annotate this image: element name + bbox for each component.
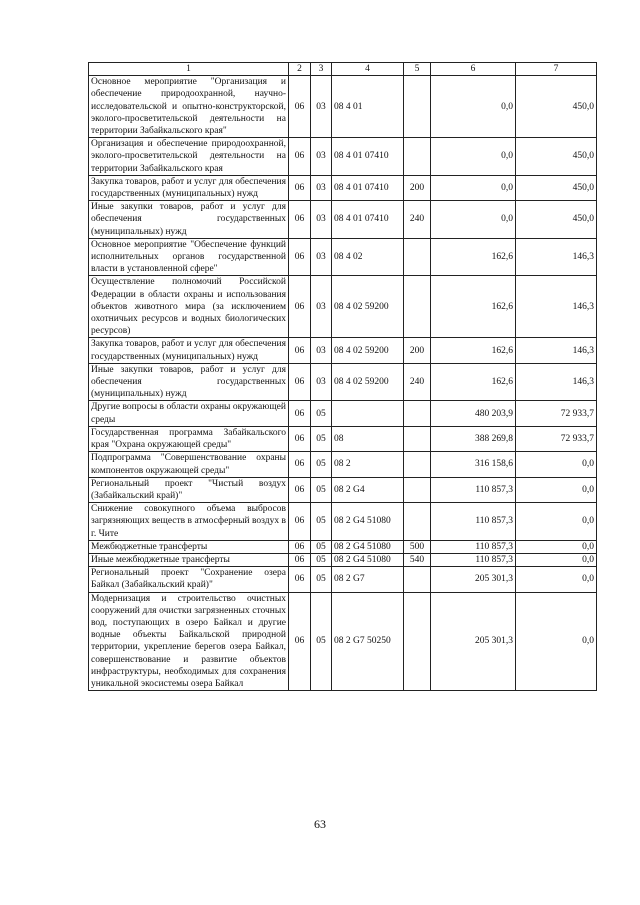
amount-year-2: 72 933,7 bbox=[516, 401, 597, 426]
target-article-code: 08 2 G7 50250 bbox=[332, 592, 404, 691]
target-article-code: 08 4 01 07410 bbox=[332, 138, 404, 176]
subsection-code: 05 bbox=[311, 567, 332, 592]
amount-year-2: 0,0 bbox=[516, 567, 597, 592]
row-description: Подпрограмма "Совершенствование охраны компонентов окружающей среды" bbox=[89, 452, 289, 477]
subsection-code: 03 bbox=[311, 363, 332, 401]
subsection-code: 03 bbox=[311, 201, 332, 239]
target-article-code: 08 2 bbox=[332, 452, 404, 477]
row-description: Организация и обеспечение природоохранной, эколого-просветительской деятельности на территории Забайкальского края bbox=[89, 138, 289, 176]
budget-table bbox=[88, 62, 597, 691]
expense-type-code bbox=[404, 401, 431, 426]
target-article-code: 08 bbox=[332, 426, 404, 451]
amount-year-2: 450,0 bbox=[516, 76, 597, 138]
table-row bbox=[89, 553, 597, 566]
expense-type-code bbox=[404, 503, 431, 541]
amount-year-2: 450,0 bbox=[516, 138, 597, 176]
target-article-code: 08 2 G4 51080 bbox=[332, 503, 404, 541]
subsection-code: 05 bbox=[311, 452, 332, 477]
header-row bbox=[89, 63, 597, 76]
amount-year-2: 0,0 bbox=[516, 592, 597, 691]
table-row bbox=[89, 363, 597, 401]
section-code: 06 bbox=[289, 363, 311, 401]
section-code: 06 bbox=[289, 238, 311, 276]
row-description: Основное мероприятие "Обеспечение функций исполнительных органов государственной власти в установленной сфере" bbox=[89, 238, 289, 276]
expense-type-code bbox=[404, 567, 431, 592]
table-row bbox=[89, 540, 597, 553]
row-description: Закупка товаров, работ и услуг для обеспечения государственных (муниципальных) нужд bbox=[89, 175, 289, 200]
row-description: Основное мероприятие "Организация и обеспечение природоохранной, научно-исследовательской и опытно-конструкторской, эколого-просветительской деятельности на территории Забайкальского края" bbox=[89, 76, 289, 138]
row-description: Другие вопросы в области охраны окружающей среды bbox=[89, 401, 289, 426]
subsection-code: 03 bbox=[311, 338, 332, 363]
subsection-code: 03 bbox=[311, 138, 332, 176]
col-header-1: 1 bbox=[89, 63, 289, 76]
amount-year-2: 146,3 bbox=[516, 276, 597, 338]
target-article-code: 08 4 02 bbox=[332, 238, 404, 276]
expense-type-code bbox=[404, 477, 431, 502]
subsection-code: 05 bbox=[311, 540, 332, 553]
section-code: 06 bbox=[289, 76, 311, 138]
section-code: 06 bbox=[289, 401, 311, 426]
target-article-code: 08 4 02 59200 bbox=[332, 338, 404, 363]
section-code: 06 bbox=[289, 138, 311, 176]
col-header-6: 6 bbox=[431, 63, 516, 76]
section-code: 06 bbox=[289, 567, 311, 592]
row-description: Межбюджетные трансферты bbox=[89, 540, 289, 553]
col-header-2: 2 bbox=[289, 63, 311, 76]
amount-year-1: 205 301,3 bbox=[431, 592, 516, 691]
subsection-code: 03 bbox=[311, 76, 332, 138]
expense-type-code: 200 bbox=[404, 338, 431, 363]
expense-type-code bbox=[404, 76, 431, 138]
section-code: 06 bbox=[289, 276, 311, 338]
target-article-code: 08 4 02 59200 bbox=[332, 363, 404, 401]
subsection-code: 05 bbox=[311, 401, 332, 426]
section-code: 06 bbox=[289, 477, 311, 502]
amount-year-2: 0,0 bbox=[516, 540, 597, 553]
amount-year-1: 162,6 bbox=[431, 363, 516, 401]
col-header-3: 3 bbox=[311, 63, 332, 76]
amount-year-2: 146,3 bbox=[516, 338, 597, 363]
table-row bbox=[89, 201, 597, 239]
expense-type-code: 200 bbox=[404, 175, 431, 200]
subsection-code: 05 bbox=[311, 592, 332, 691]
row-description: Осуществление полномочий Российской Федерации в области охраны и использования объектов животного мира (за исключением охотничьих ресурсов и водных биологических ресурсов) bbox=[89, 276, 289, 338]
col-header-5: 5 bbox=[404, 63, 431, 76]
amount-year-1: 0,0 bbox=[431, 138, 516, 176]
amount-year-2: 146,3 bbox=[516, 363, 597, 401]
section-code: 06 bbox=[289, 175, 311, 200]
amount-year-1: 110 857,3 bbox=[431, 477, 516, 502]
amount-year-1: 110 857,3 bbox=[431, 540, 516, 553]
target-article-code: 08 2 G7 bbox=[332, 567, 404, 592]
subsection-code: 03 bbox=[311, 175, 332, 200]
amount-year-1: 162,6 bbox=[431, 338, 516, 363]
row-description: Модернизация и строительство очистных сооружений для очистки загрязненных сточных вод, поступающих в озеро Байкал и другие водные объекты Байкальской природной территории, укрепление берегов озера Байкал, совершенствование и развитие объектов инфраструктуры, необходимых для сохранения уникальной экосистемы озера Байкал bbox=[89, 592, 289, 691]
amount-year-1: 0,0 bbox=[431, 76, 516, 138]
row-description: Иные закупки товаров, работ и услуг для обеспечения государственных (муниципальных) нужд bbox=[89, 201, 289, 239]
target-article-code: 08 2 G4 bbox=[332, 477, 404, 502]
expense-type-code: 500 bbox=[404, 540, 431, 553]
target-article-code: 08 2 G4 51080 bbox=[332, 553, 404, 566]
amount-year-1: 480 203,9 bbox=[431, 401, 516, 426]
target-article-code: 08 4 02 59200 bbox=[332, 276, 404, 338]
target-article-code: 08 4 01 07410 bbox=[332, 175, 404, 200]
amount-year-2: 0,0 bbox=[516, 477, 597, 502]
subsection-code: 05 bbox=[311, 477, 332, 502]
amount-year-2: 72 933,7 bbox=[516, 426, 597, 451]
target-article-code bbox=[332, 401, 404, 426]
table-row bbox=[89, 138, 597, 176]
section-code: 06 bbox=[289, 338, 311, 363]
table-body bbox=[89, 76, 597, 691]
section-code: 06 bbox=[289, 503, 311, 541]
table-row bbox=[89, 592, 597, 691]
amount-year-1: 162,6 bbox=[431, 276, 516, 338]
target-article-code: 08 4 01 bbox=[332, 76, 404, 138]
table-row bbox=[89, 452, 597, 477]
row-description: Закупка товаров, работ и услуг для обеспечения государственных (муниципальных) нужд bbox=[89, 338, 289, 363]
section-code: 06 bbox=[289, 540, 311, 553]
table-row bbox=[89, 238, 597, 276]
amount-year-2: 146,3 bbox=[516, 238, 597, 276]
amount-year-1: 388 269,8 bbox=[431, 426, 516, 451]
page-number: 63 bbox=[314, 817, 326, 831]
section-code: 06 bbox=[289, 426, 311, 451]
subsection-code: 03 bbox=[311, 276, 332, 338]
row-description: Региональный проект "Чистый воздух (Забайкальский край)" bbox=[89, 477, 289, 502]
table-row bbox=[89, 401, 597, 426]
expense-type-code bbox=[404, 276, 431, 338]
target-article-code: 08 2 G4 51080 bbox=[332, 540, 404, 553]
table-row bbox=[89, 503, 597, 541]
expense-type-code: 540 bbox=[404, 553, 431, 566]
table-row bbox=[89, 338, 597, 363]
amount-year-1: 0,0 bbox=[431, 175, 516, 200]
amount-year-2: 0,0 bbox=[516, 503, 597, 541]
row-description: Снижение совокупного объема выбросов загрязняющих веществ в атмосферный воздух в г. Чите bbox=[89, 503, 289, 541]
section-code: 06 bbox=[289, 592, 311, 691]
amount-year-1: 110 857,3 bbox=[431, 553, 516, 566]
row-description: Государственная программа Забайкальского края "Охрана окружающей среды" bbox=[89, 426, 289, 451]
amount-year-2: 450,0 bbox=[516, 201, 597, 239]
expense-type-code bbox=[404, 592, 431, 691]
amount-year-2: 450,0 bbox=[516, 175, 597, 200]
subsection-code: 05 bbox=[311, 503, 332, 541]
expense-type-code bbox=[404, 138, 431, 176]
row-description: Иные закупки товаров, работ и услуг для обеспечения государственных (муниципальных) нужд bbox=[89, 363, 289, 401]
section-code: 06 bbox=[289, 201, 311, 239]
table-row bbox=[89, 276, 597, 338]
expense-type-code: 240 bbox=[404, 201, 431, 239]
expense-type-code bbox=[404, 452, 431, 477]
amount-year-2: 0,0 bbox=[516, 553, 597, 566]
expense-type-code bbox=[404, 238, 431, 276]
section-code: 06 bbox=[289, 553, 311, 566]
expense-type-code bbox=[404, 426, 431, 451]
amount-year-1: 110 857,3 bbox=[431, 503, 516, 541]
subsection-code: 05 bbox=[311, 553, 332, 566]
amount-year-1: 205 301,3 bbox=[431, 567, 516, 592]
col-header-4: 4 bbox=[332, 63, 404, 76]
amount-year-1: 0,0 bbox=[431, 201, 516, 239]
table-row bbox=[89, 426, 597, 451]
table-row bbox=[89, 567, 597, 592]
row-description: Иные межбюджетные трансферты bbox=[89, 553, 289, 566]
row-description: Региональный проект "Сохранение озера Байкал (Забайкальский край)" bbox=[89, 567, 289, 592]
target-article-code: 08 4 01 07410 bbox=[332, 201, 404, 239]
amount-year-1: 162,6 bbox=[431, 238, 516, 276]
amount-year-1: 316 158,6 bbox=[431, 452, 516, 477]
table-row bbox=[89, 175, 597, 200]
table-row bbox=[89, 477, 597, 502]
col-header-7: 7 bbox=[516, 63, 597, 76]
amount-year-2: 0,0 bbox=[516, 452, 597, 477]
subsection-code: 05 bbox=[311, 426, 332, 451]
section-code: 06 bbox=[289, 452, 311, 477]
expense-type-code: 240 bbox=[404, 363, 431, 401]
subsection-code: 03 bbox=[311, 238, 332, 276]
table-row bbox=[89, 76, 597, 138]
